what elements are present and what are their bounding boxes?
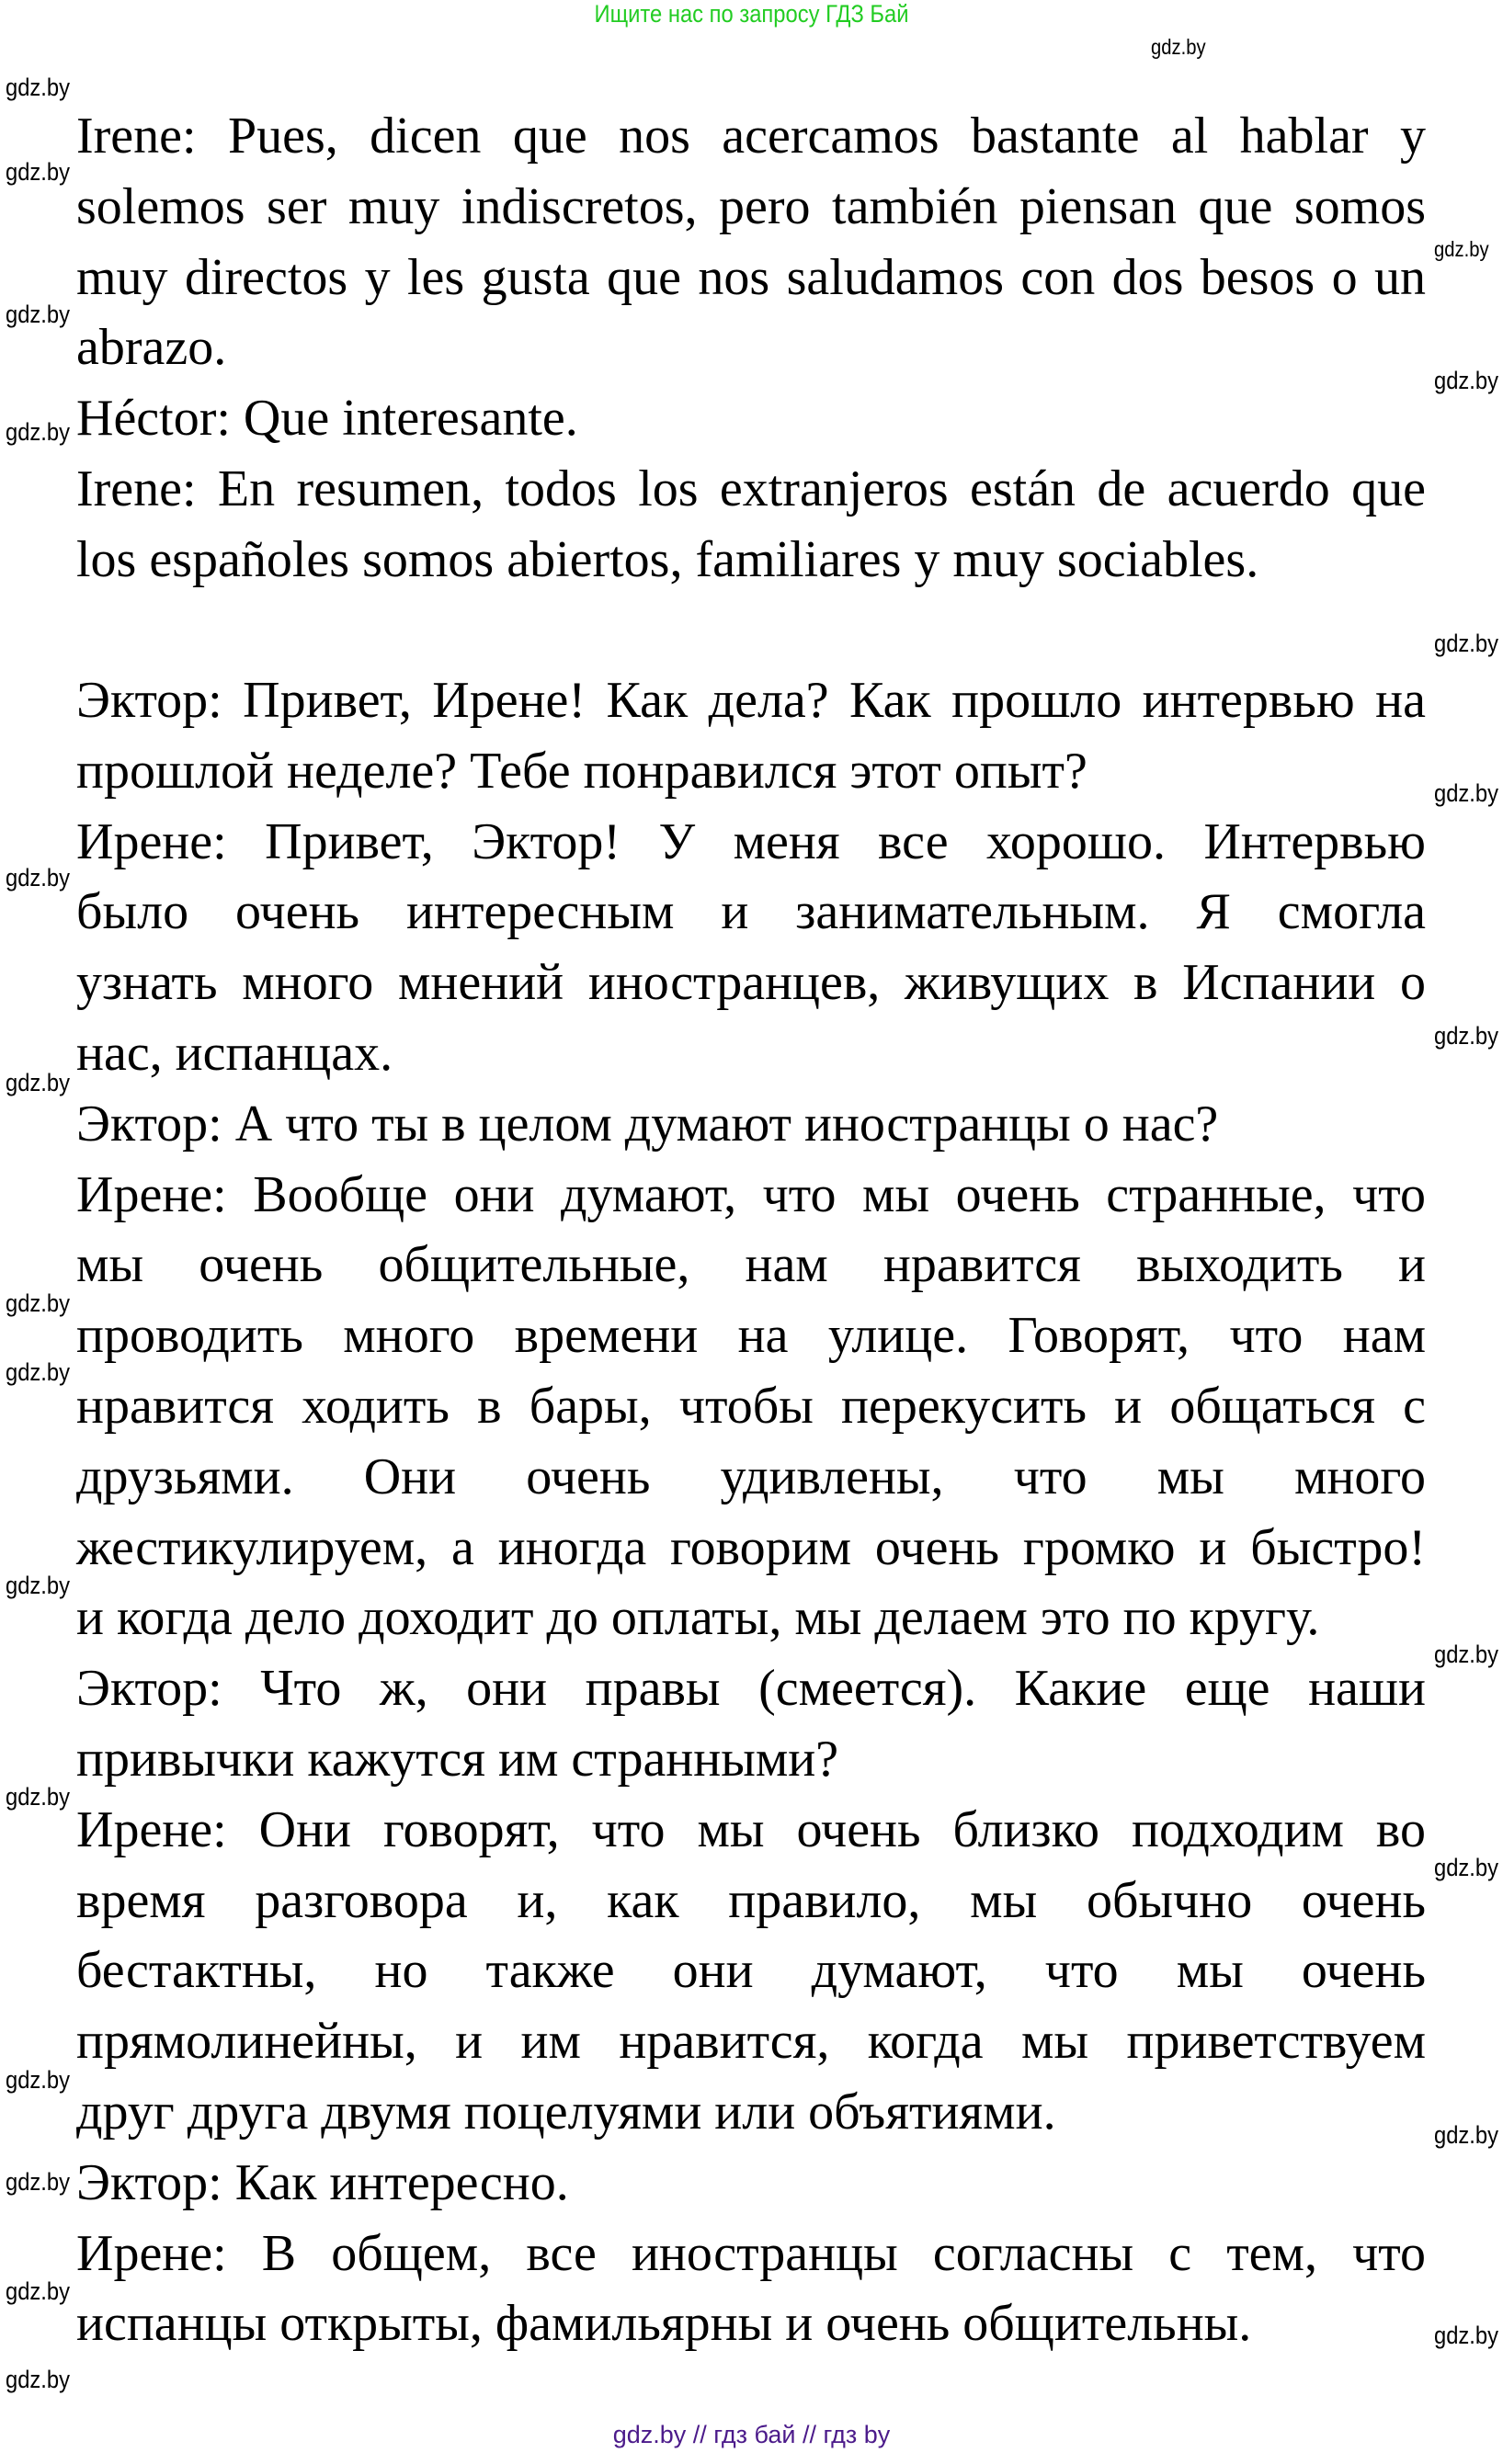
dialogue-line (76, 807, 1426, 878)
line-text: нравится ходить в бары, чтобы перекусить и общаться с (76, 1377, 1426, 1435)
dialogue-line (76, 2288, 1426, 2359)
dialogue-line (76, 877, 1426, 948)
line-text: было очень интересным и занимательным. Я смогла (76, 883, 1426, 941)
dialogue-line (76, 2006, 1426, 2077)
dialogue-line (76, 2219, 1426, 2289)
dialogue-line (76, 525, 1426, 596)
dialogue-line (76, 312, 1426, 383)
line-text: проводить много времени на улице. Говорят, что нам (76, 1307, 1426, 1365)
dialogue-line (76, 1300, 1426, 1371)
line-text: los españoles somos abiertos, familiares y muy sociables. (76, 530, 1259, 588)
line-text: Ирене: Привет, Эктор! У меня все хорошо. Интервью (76, 812, 1426, 870)
line-text: узнать много мнений иностранцев, живущих в Испании о (76, 954, 1426, 1012)
header-banner: Ищите нас по запросу ГДЗ Бай (594, 0, 909, 28)
dialogue-line (76, 1371, 1426, 1442)
watermark-text: gdz.by (1151, 35, 1206, 59)
spanish-dialogue (76, 101, 1426, 596)
watermark-text: gdz.by (6, 2366, 71, 2393)
line-text: нас, испанцах. (76, 1024, 393, 1082)
dialogue-line (76, 665, 1426, 736)
watermark-text: gdz.by (6, 158, 71, 186)
watermark-text: gdz.by (1434, 779, 1499, 807)
dialogue-line (76, 1795, 1426, 1866)
watermark-text: gdz.by (6, 2277, 71, 2305)
dialogue-line (76, 2148, 1426, 2219)
dialogue-line (76, 1866, 1426, 1936)
dialogue-line (76, 736, 1426, 807)
watermark-text: gdz.by (1434, 1641, 1499, 1668)
dialogue-line (76, 172, 1426, 243)
dialogue-line (76, 1018, 1426, 1089)
line-text: Irene: Pues, dicen que nos acercamos bastante al hablar y (76, 108, 1426, 165)
dialogue-line (76, 1230, 1426, 1300)
watermark-text: gdz.by (1434, 367, 1499, 394)
watermark-text: gdz.by (1434, 1854, 1499, 1881)
dialogue-line (76, 2077, 1426, 2148)
watermark-text: gdz.by (6, 1069, 71, 1096)
dialogue-line (76, 383, 1426, 454)
line-text: друзьями. Они очень удивлены, что мы много (76, 1448, 1426, 1505)
watermark-text: gdz.by (1434, 237, 1489, 261)
dialogue-line (76, 454, 1426, 525)
watermark-text: gdz.by (1434, 630, 1499, 657)
line-text: Irene: En resumen, todos los extranjeros están de acuerdo que (76, 460, 1426, 517)
dialogue-line (76, 1936, 1426, 2006)
dialogue-line (76, 101, 1426, 172)
line-text: время разговора и, как правило, мы обычно очень (76, 1871, 1426, 1929)
line-text: испанцы открыты, фамильярны и очень общительны. (76, 2295, 1252, 2353)
line-text: жестикулируем, а иногда говорим очень громко и быстро! (76, 1518, 1426, 1576)
watermark-text: gdz.by (6, 301, 71, 328)
dialogue-line (76, 1653, 1426, 1724)
watermark-text: gdz.by (1434, 2121, 1499, 2149)
watermark-text: gdz.by (6, 1783, 71, 1811)
line-text: Эктор: Что ж, они правы (смеется). Какие еще наши (76, 1660, 1426, 1718)
dialogue-line (76, 1724, 1426, 1795)
line-text: solemos ser muy indiscretos, pero también piensan que somos (76, 177, 1426, 235)
dialogue-line (76, 948, 1426, 1018)
dialogue-line (76, 1513, 1426, 1584)
watermark-text: gdz.by (6, 864, 71, 891)
dialogue-line (76, 1089, 1426, 1160)
watermark-text: gdz.by (6, 1289, 71, 1317)
footer-links[interactable]: gdz.by // гдз бай // гдз by (612, 2421, 891, 2448)
line-text: Эктор: Как интересно. (76, 2153, 569, 2211)
line-text: Ирене: В общем, все иностранцы согласны с тем, что (76, 2224, 1426, 2282)
line-text: Ирене: Они говорят, что мы очень близко подходим во (76, 1800, 1426, 1858)
line-text: прошлой неделе? Тебе понравился этот опыт? (76, 742, 1087, 800)
watermark-text: gdz.by (6, 1358, 71, 1386)
watermark-text: gdz.by (6, 2168, 71, 2196)
line-text: Ирене: Вообще они думают, что мы очень странные, что (76, 1165, 1426, 1223)
line-text: abrazo. (76, 319, 227, 377)
line-text: мы очень общительные, нам нравится выходить и (76, 1236, 1426, 1294)
line-text: прямолинейны, и им нравится, когда мы приветствуем (76, 2013, 1426, 2071)
watermark-text: gdz.by (6, 418, 71, 446)
dialogue-line (76, 243, 1426, 313)
line-text: Héctor: Que interesante. (76, 390, 578, 448)
line-text: Эктор: А что ты в целом думают иностранцы о нас? (76, 1095, 1219, 1153)
dialogue-line (76, 1583, 1426, 1653)
watermark-text: gdz.by (6, 1572, 71, 1599)
watermark-text: gdz.by (6, 74, 71, 101)
watermark-text: gdz.by (6, 2066, 71, 2094)
dialogue-line (76, 1160, 1426, 1231)
line-text: друг друга двумя поцелуями или объятиями. (76, 2083, 1056, 2140)
watermark-text: gdz.by (1434, 2322, 1499, 2349)
line-text: muy directos y les gusta que nos saludamos con dos besos o un (76, 248, 1426, 306)
line-text: привычки кажутся им странными? (76, 1730, 839, 1788)
russian-dialogue (76, 665, 1426, 2359)
line-text: бестактны, но также они думают, что мы очень (76, 1942, 1426, 2000)
watermark-text: gdz.by (1434, 1022, 1499, 1050)
line-text: Эктор: Привет, Ирене! Как дела? Как прошло интервью на (76, 672, 1426, 729)
line-text: и когда дело доходит до оплаты, мы делаем это по кругу. (76, 1589, 1320, 1647)
dialogue-line (76, 1442, 1426, 1513)
